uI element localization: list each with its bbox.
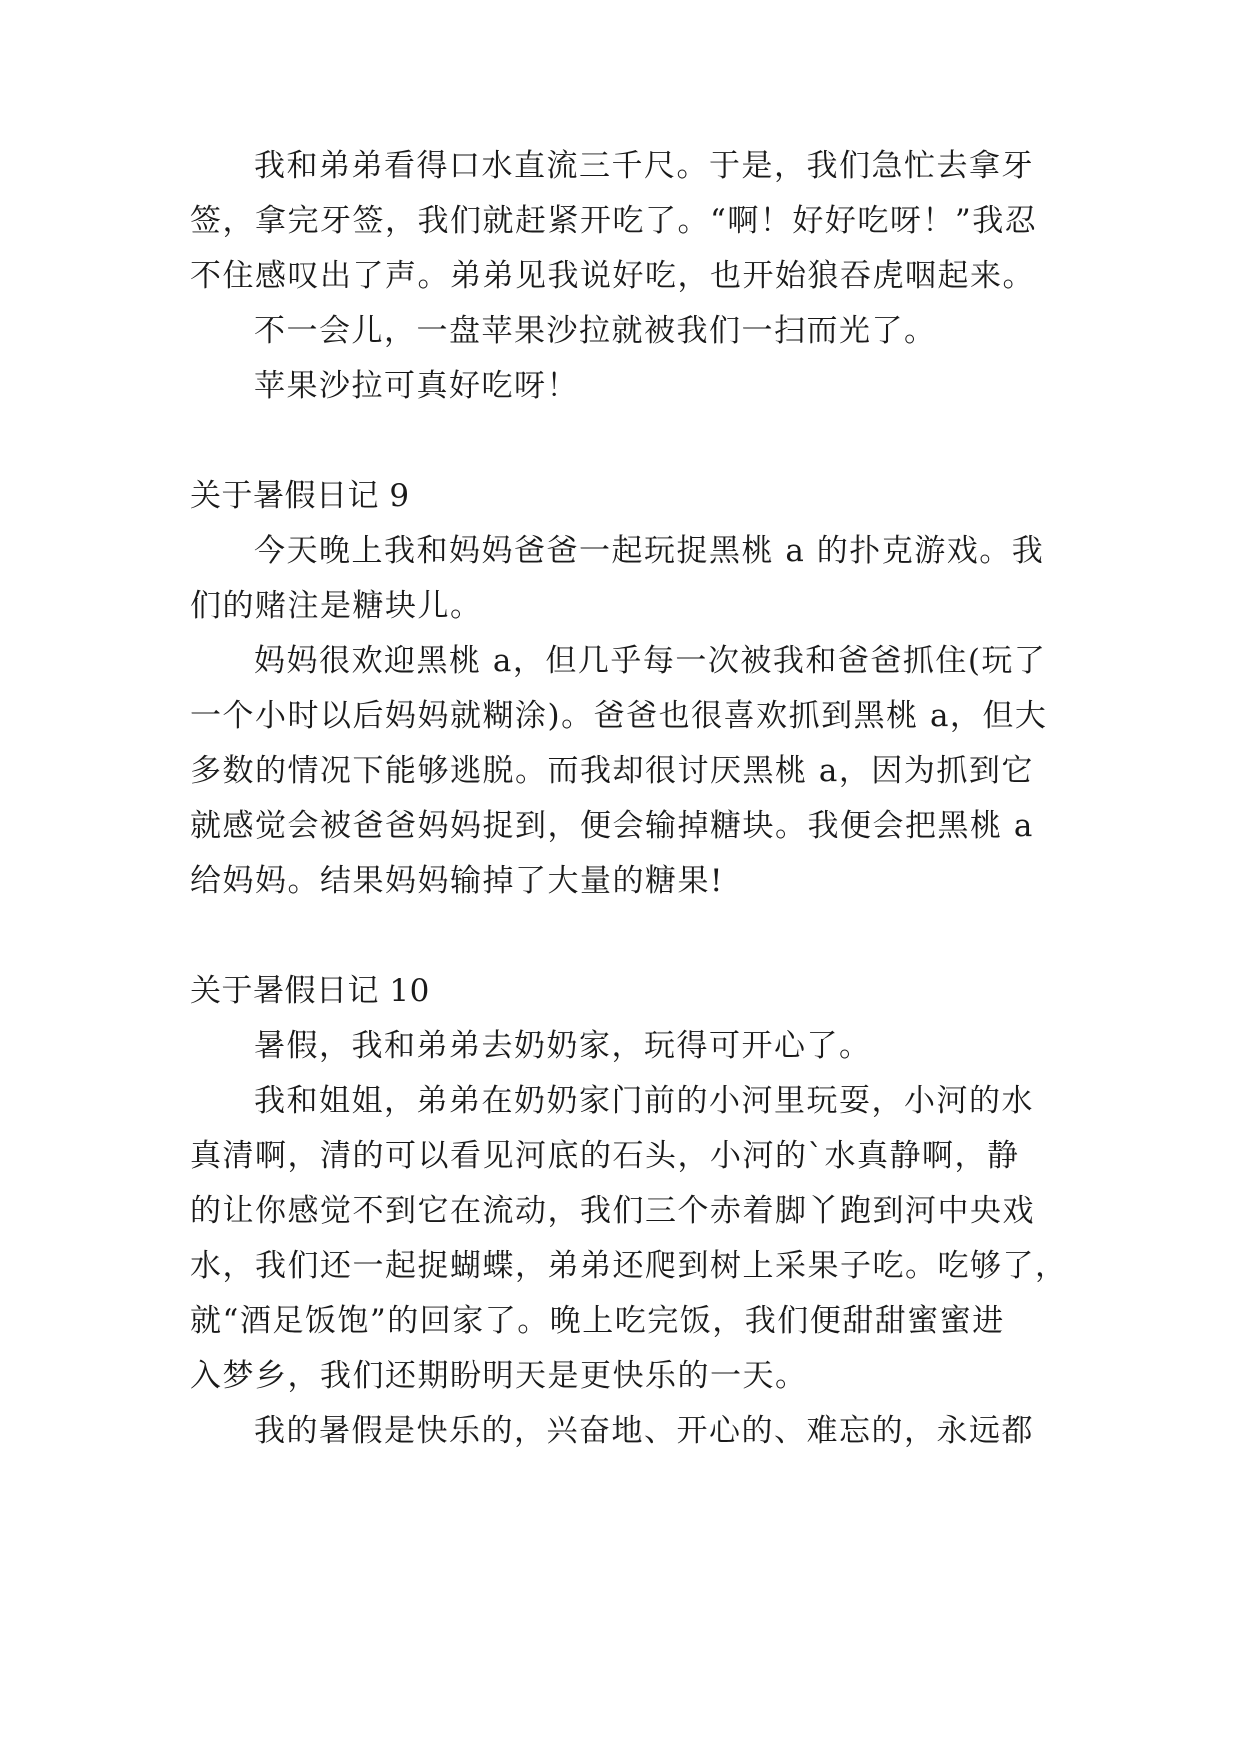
paragraph-line: 水，我们还一起捉蝴蝶，弟弟还爬到树上采果子吃。吃够了， <box>190 1248 1068 1284</box>
paragraph-line: 入梦乡，我们还期盼明天是更快乐的一天。 <box>190 1358 808 1394</box>
paragraph-line: 不住感叹出了声。弟弟见我说好吃，也开始狼吞虎咽起来。 <box>190 258 1035 294</box>
paragraph-line: 暑假，我和弟弟去奶奶家，玩得可开心了。 <box>254 1028 872 1064</box>
paragraph-line: 给妈妈。结果妈妈输掉了大量的糖果! <box>190 863 724 899</box>
paragraph-line: 签，拿完牙签，我们就赶紧开吃了。“啊！好好吃呀！”我忍 <box>190 203 1038 239</box>
paragraph-line: 就感觉会被爸爸妈妈捉到，便会输掉糖块。我便会把黑桃 a <box>190 808 1034 844</box>
paragraph-line: 妈妈很欢迎黑桃 a，但几乎每一次被我和爸爸抓住(玩了 <box>254 643 1047 679</box>
paragraph-line: 我和姐姐，弟弟在奶奶家门前的小河里玩耍，小河的水 <box>254 1083 1034 1119</box>
paragraph-line: 苹果沙拉可真好吃呀！ <box>254 368 579 404</box>
paragraph-line: 不一会儿，一盘苹果沙拉就被我们一扫而光了。 <box>254 313 937 349</box>
paragraph-line: 一个小时以后妈妈就糊涂)。爸爸也很喜欢抓到黑桃 a，但大 <box>190 698 1048 734</box>
paragraph-line: 们的赌注是糖块儿。 <box>190 588 483 624</box>
paragraph-line: 真清啊，清的可以看见河底的石头，小河的`水真静啊，静 <box>190 1138 1020 1174</box>
paragraph-line: 的让你感觉不到它在流动，我们三个赤着脚丫跑到河中央戏 <box>190 1193 1035 1229</box>
paragraph-line: 我的暑假是快乐的，兴奋地、开心的、难忘的，永远都 <box>254 1413 1034 1449</box>
paragraph-line: 多数的情况下能够逃脱。而我却很讨厌黑桃 a，因为抓到它 <box>190 753 1034 789</box>
paragraph-line: 今天晚上我和妈妈爸爸一起玩捉黑桃 a 的扑克游戏。我 <box>254 533 1045 569</box>
section-title: 关于暑假日记 9 <box>190 478 410 514</box>
section-title: 关于暑假日记 10 <box>190 973 430 1009</box>
paragraph-line: 我和弟弟看得口水直流三千尺。于是，我们急忙去拿牙 <box>254 148 1034 184</box>
paragraph-line: 就“酒足饭饱”的回家了。晚上吃完饭，我们便甜甜蜜蜜进 <box>190 1303 1005 1339</box>
